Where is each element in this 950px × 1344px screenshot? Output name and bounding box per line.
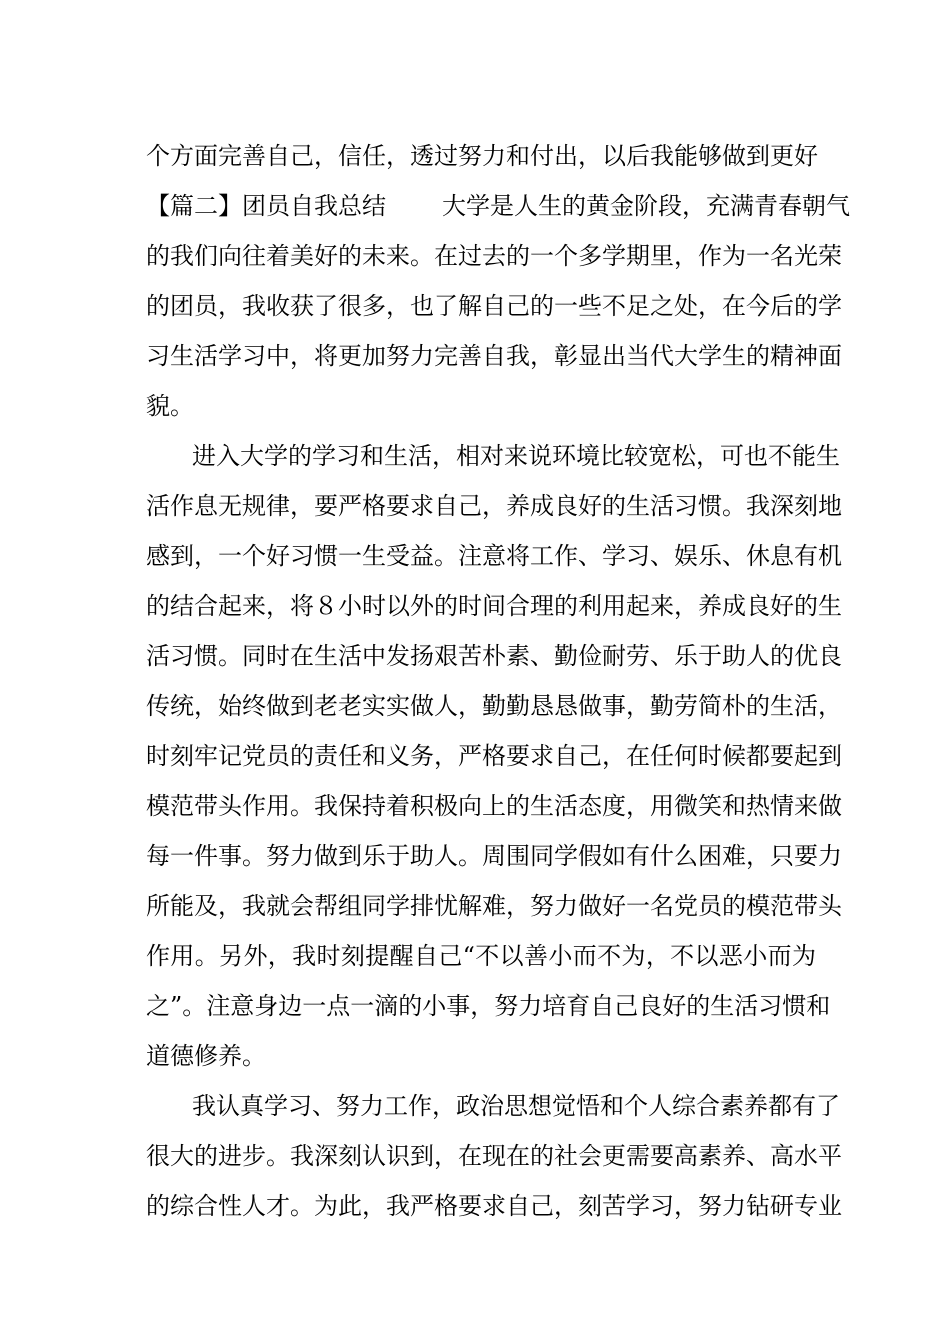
- text-line: 活作息无规律，要严格要求自己，养成良好的生活习惯。我深刻地: [146, 492, 842, 520]
- text-line: 习生活学习中，将更加努力完善自我，彰显出当代大学生的精神面: [146, 342, 842, 370]
- text-line: 的结合起来，将８小时以外的时间合理的利用起来，养成良好的生: [146, 592, 842, 620]
- text-line-with-heading: [146, 181, 850, 231]
- text-line: 貌。: [146, 392, 194, 420]
- section-heading: 【篇二】团员自我总结: [146, 192, 386, 220]
- text-line: 的综合性人才。为此，我严格要求自己，刻苦学习，努力钻研专业: [146, 1192, 842, 1220]
- text-line: 模范带头作用。我保持着积极向上的生活态度，用微笑和热情来做: [146, 792, 842, 820]
- text-line: 个方面完善自己，信任，透过努力和付出，以后我能够做到更好: [146, 142, 818, 170]
- text-line: 活习惯。同时在生活中发扬艰苦朴素、勤俭耐劳、乐于助人的优良: [146, 642, 842, 670]
- paragraph-first-line: 我认真学习、努力工作，政治思想觉悟和个人综合素养都有了: [192, 1092, 840, 1120]
- text-line: 大学是人生的黄金阶段，充满青春朝气: [442, 192, 850, 220]
- text-line: 每一件事。努力做到乐于助人。周围同学假如有什么困难，只要力: [146, 842, 842, 870]
- text-line: 之”。注意身边一点一滴的小事，努力培育自己良好的生活习惯和: [146, 992, 831, 1020]
- text-line: 作用。另外，我时刻提醒自己“不以善小而不为，不以恶小而为: [146, 942, 816, 970]
- paragraph-first-line: 进入大学的学习和生活，相对来说环境比较宽松，可也不能生: [192, 442, 840, 470]
- text-line: 很大的进步。我深刻认识到，在现在的社会更需要高素养、高水平: [146, 1142, 842, 1170]
- text-line: 时刻牢记党员的责任和义务，严格要求自己，在任何时候都要起到: [146, 742, 842, 770]
- text-line: 所能及，我就会帮组同学排忧解难，努力做好一名党员的模范带头: [146, 892, 842, 920]
- text-line: 的团员，我收获了很多，也了解自己的一些不足之处，在今后的学: [146, 292, 842, 320]
- text-line: 的我们向往着美好的未来。在过去的一个多学期里，作为一名光荣: [146, 242, 842, 270]
- text-line: 传统，始终做到老老实实做人，勤勤恳恳做事，勤劳简朴的生活，: [146, 692, 842, 720]
- text-line: 感到，一个好习惯一生受益。注意将工作、学习、娱乐、休息有机: [146, 542, 842, 570]
- text-line: 道德修养。: [146, 1042, 266, 1070]
- document-body: [146, 131, 850, 1231]
